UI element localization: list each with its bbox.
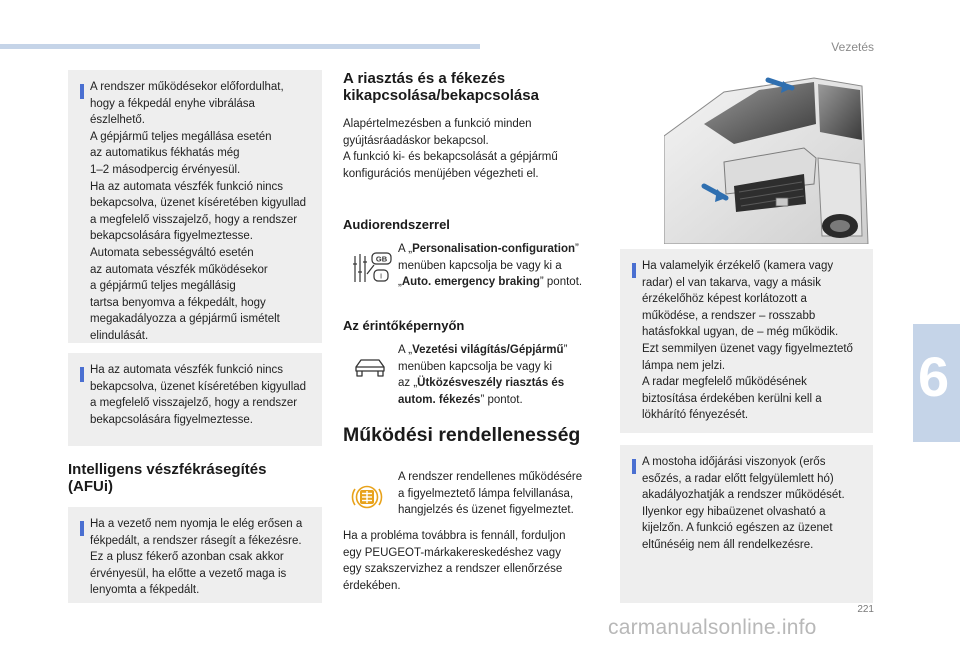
- audio-option-name: Auto. emergency braking: [401, 276, 540, 289]
- i-label: I: [379, 271, 383, 281]
- fault-text: A rendszer rendellenes működésére a figyelmeztető lámpa felvillanása, hangjelzés és üzenet figyelmeztet.: [398, 471, 583, 517]
- vehicle-illustration: [664, 66, 872, 244]
- chapter-number: 6: [918, 345, 950, 408]
- note-text: A mostoha időjárási viszonyok (erős esőzés, a radar előtt felgyülemlett hó) akadályozhatják a rendszer működését. Ilyenkor egy hibaüzenet olvasható a kijelzőn. A funkció egészen az üzenet eltűnéséig nem áll rendelkezésre.: [642, 456, 845, 551]
- section-title: Vezetés: [831, 40, 874, 54]
- touch-prefix: A „: [398, 344, 413, 356]
- alarm-text: Alapértelmezésben a funkció minden gyújtásráadáskor bekapcsol. A funkció ki- és bekapcsolását a gépjármű konfigurációs menüjében végezheti el.: [343, 118, 558, 180]
- touch-option-name: Ütközésveszély riasztás és autom. fékezés: [398, 377, 565, 406]
- gb-label: GB: [375, 254, 388, 264]
- note-marker: [632, 459, 636, 474]
- note-box-weather: [620, 445, 873, 603]
- note-marker: [80, 367, 84, 382]
- note-text: Ha valamelyik érzékelő (kamera vagy radar) el van takarva, vagy a másik érzékelőhöz képest korlátozott a működése, a rendszer – rosszabb hatásfokkal ugyan, de – még működik. Ezt semmilyen üzenet vagy figyelmeztető lámpa nem jelzi. A radar megfelelő működésének biztosítása érdekében kerülni kell a lökhárító fényezését.: [642, 260, 853, 422]
- page-number: 221: [857, 604, 874, 615]
- note-marker: [80, 521, 84, 536]
- audio-mid: ” menüben kapcsolja be vagy ki a „: [398, 243, 579, 289]
- header-accent-bar: [0, 44, 480, 49]
- audio-system-icon: [352, 250, 394, 286]
- audio-menu-name: Personalisation-configuration: [412, 243, 575, 255]
- warning-lamp-icon: [349, 479, 385, 515]
- audio-prefix: A „: [398, 243, 413, 255]
- watermark: carmanualsonline.info: [608, 616, 817, 639]
- note-box-braking-info: [68, 70, 322, 343]
- touch-suffix: ” pontot.: [480, 393, 523, 406]
- note-text: A rendszer működésekor előfordulhat, hogy a fékpedál enyhe vibrálása észlelhető. A gépjármű teljes megállása esetén az automatikus fékhatás még 1–2 másodpercig érvényesül. Ha az automata vészfék funkció nincs bekapcsolva, üzenet kíséretében kigyullad a megfelelő visszajelző, hogy a rendszer bekapcsolására figyelmeztesse. Automata sebességváltó esetén az automata vészfék működésekor a gépjármű teljes megállásig tartsa benyomva a fékpedált, hogy megakadályozza a gépjármű ismételt elindulását.: [90, 81, 307, 342]
- audio-heading: Audiorendszerrel: [343, 217, 450, 232]
- note-box-sensor-obstruction: [620, 249, 873, 433]
- fault-advice-text: Ha a probléma továbbra is fennáll, forduljon egy PEUGEOT-márkakereskedéshez vagy egy szakszervizhez a rendszer ellenőrzése érdekében.: [343, 530, 566, 592]
- alarm-heading: A riasztás és a fékezés kikapcsolása/bekapcsolása: [343, 70, 539, 104]
- touchscreen-instructions: [398, 342, 598, 408]
- note-text: Ha az automata vészfék funkció nincs bekapcsolva, üzenet kíséretében kigyullad a megfelelő visszajelző, hogy a rendszer bekapcsolására figyelmeztesse.: [90, 364, 307, 426]
- touchscreen-heading: Az érintőképernyőn: [343, 318, 465, 333]
- audio-instructions: [398, 241, 598, 291]
- fault-heading: Működési rendellenesség: [343, 424, 581, 446]
- note-marker: [632, 263, 636, 278]
- afu-heading: Intelligens vészfékrásegítés (AFUi): [68, 461, 267, 495]
- note-box-afu: [68, 507, 322, 603]
- touch-mid: ” menüben kapcsolja be vagy ki az „: [398, 344, 568, 390]
- note-marker: [80, 84, 84, 99]
- note-text: Ha a vezető nem nyomja le elég erősen a fékpedált, a rendszer rásegít a fékezésre. Ez a plusz fékerő azonban csak akkor érvényesül, ha előtte a vezető maga is lenyomta a fékpedált.: [90, 518, 303, 597]
- touch-menu-name: Vezetési világítás/Gépjármű: [412, 344, 564, 356]
- note-box-warning-lamp: [68, 353, 322, 446]
- audio-suffix: ” pontot.: [539, 276, 583, 289]
- car-icon: [352, 355, 388, 381]
